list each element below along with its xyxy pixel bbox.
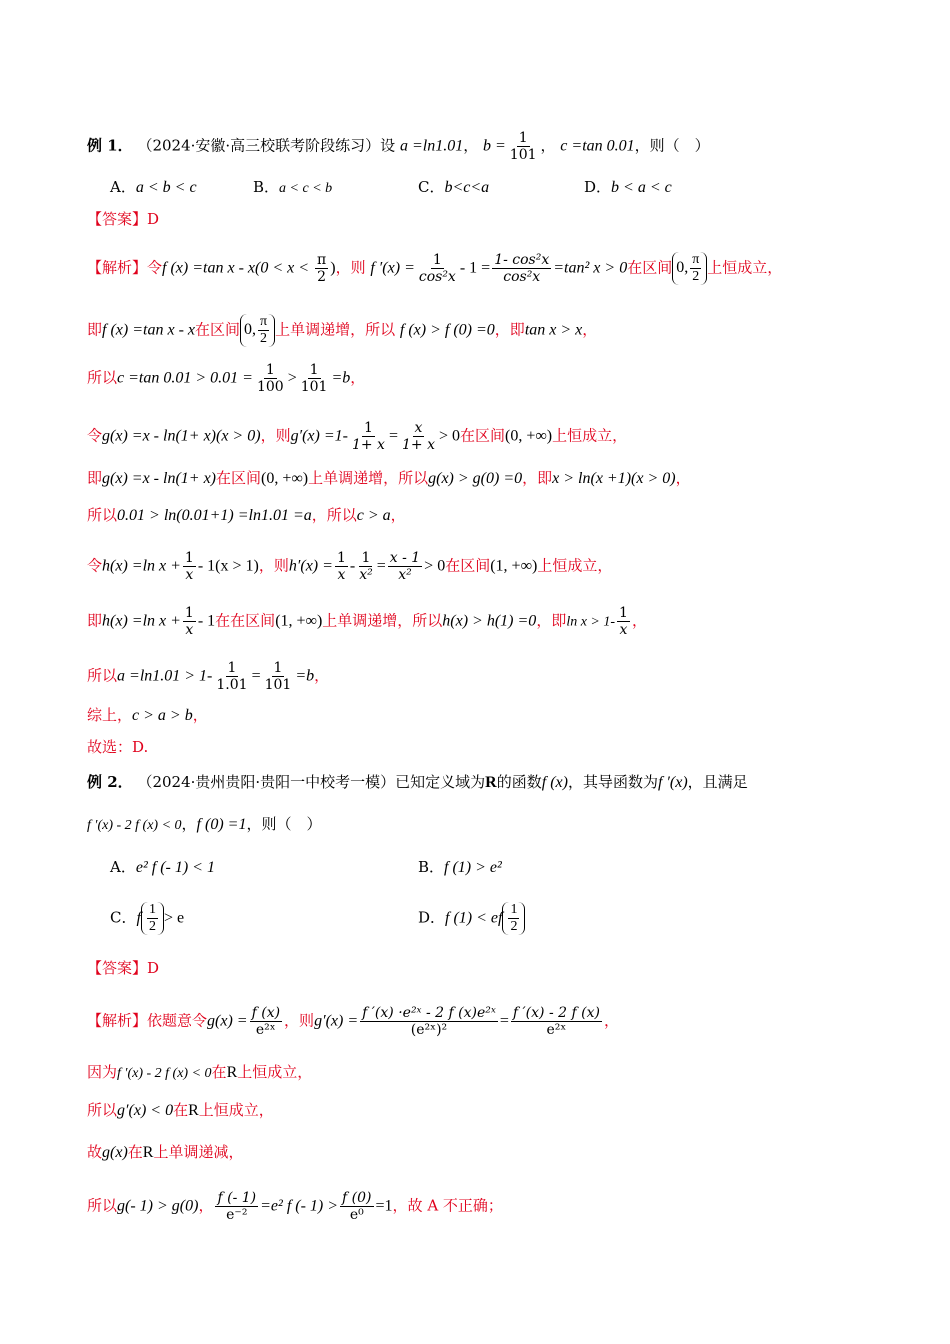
example-1-answer: 【答案】D xyxy=(87,210,160,228)
option-2c: C．f $\frac{1}{2}$ > e xyxy=(110,902,185,934)
option-1b: B．a < c < b xyxy=(253,178,333,196)
analysis-line-11: 故选：D. xyxy=(87,738,149,756)
example-1-then: ，则（ ） xyxy=(634,136,710,155)
option-2b: B．f (1) > e² xyxy=(418,858,502,876)
option-1c: C．b<c<a xyxy=(418,178,490,196)
option-2d: D．f (1) < ef $\frac{1}{2}$ xyxy=(418,902,525,935)
analysis-line-9: 所以a =ln1.01 > 1- $\frac{1}{1.01}$ = $\frac{1}{101}$ =b， xyxy=(87,660,330,693)
analysis-line-7: 令h(x) =ln x + $\frac{1}{x}$ - 1(x > 1)，则h′(x) = $\frac{1}{x}$ - $\frac{1}{\text{x²}}$ = $\frac{x - 1}{\text{x²}}$ > 0在区间(1, +∞)上恒成立， xyxy=(87,550,613,583)
option-2a: A．e² f (- 1) < 1 xyxy=(110,858,215,876)
example-2-answer: 【答案】D xyxy=(87,959,160,977)
example-2-condition: f ′(x) - 2 f (x) < 0，f (0) =1，则（ ） xyxy=(87,815,322,833)
c-definition: c =tan 0.01 xyxy=(560,137,635,155)
analysis-line-1: 【解析】令f (x) =tan x - x(0 < x < $\frac{\pi}{2}$ )，则 f ′(x) = $\frac{1}{\text{cos²x}}$ - 1 = $\frac{\text{1- cos²x}}{\text{cos²x}}$ =tan² x > 0在区间 0, $\frac{\pi}{2}$ 上恒成立， xyxy=(87,252,783,285)
analysis-line-6: 所以0.01 > ln(0.01+1) =ln1.01 =a，所以c > a， xyxy=(87,506,406,524)
example-1-source: （2024·安徽·高三校联考阶段练习）设 xyxy=(137,136,396,155)
example-2-source: （2024·贵州贵阳·贵阳一中校考一模）已知定义域为 xyxy=(137,773,486,791)
ex2-analysis-line-5: 所以g(- 1) > g(0)， $\frac{f (- 1)}{\text{e⁻²}}$ =e² f (- 1) > $\frac{f (0)}{\text{e⁰}}$ =1，故 A 不正确； xyxy=(87,1190,503,1223)
example-1-label: 例 1． xyxy=(87,136,133,155)
analysis-line-2: 即f (x) =tan x - x在区间 0, $\frac{\pi}{2}$ 上单调递增，所以 f (x) > f (0) =0，即tan x > x， xyxy=(87,314,598,346)
b-fraction: $\frac{1}{101}$ xyxy=(509,130,537,163)
analysis-line-8: 即h(x) =ln x + $\frac{1}{x}$ - 1在在区间(1, +∞)上单调递增，所以h(x) > h(1) =0，即ln x > 1- $\frac{1}{x}$ ， xyxy=(87,605,647,638)
analysis-line-4: 令g(x) =x - ln(1+ x)(x > 0)，则g′(x) =1- $\frac{1}{1+ x}$ = $\frac{x}{1+ x}$ > 0在区间(0, +∞)上恒成立， xyxy=(87,420,628,453)
b-lhs: b = xyxy=(482,137,506,155)
example-2-label: 例 2． xyxy=(87,773,133,791)
example-1-stem: 例 1． （2024·安徽·高三校联考阶段练习）设 a =ln1.01， b = $\frac{1}{101}$ ， c =tan 0.01，则（ ） xyxy=(87,130,710,163)
analysis-line-3: 所以c =tan 0.01 > 0.01 = $\frac{1}{100}$ > $\frac{1}{101}$ =b， xyxy=(87,362,366,395)
ex2-analysis-line-3: 所以g′(x) < 0在R上恒成立， xyxy=(87,1101,274,1119)
ex2-analysis-line-4: 故g(x)在R上单调递减， xyxy=(87,1143,244,1161)
example-2-stem: 例 2． （2024·贵州贵阳·贵阳一中校考一模）已知定义域为R的函数f (x)，其导函数为f ′(x)，且满足 xyxy=(87,773,748,791)
ex2-analysis-line-1: 【解析】依题意令g(x) = $\frac{f (x)}{\text{e²ˣ}}$ ，则g′(x) = $\frac{\text{f ′(x) ·e²ˣ - 2 f (x)e²ˣ}}{\text{(e²ˣ)²}}$ = $\frac{f '(x) - 2 f (x)}{\text{e²ˣ}}$ ， xyxy=(87,1005,619,1038)
option-1a: A．a < b < c xyxy=(110,178,197,196)
ex2-analysis-line-2: 因为f ′(x) - 2 f (x) < 0在R上恒成立， xyxy=(87,1063,313,1081)
a-definition: a =ln1.01 xyxy=(399,137,464,155)
analysis-line-10: 综上，c > a > b， xyxy=(87,706,208,724)
analysis-line-5: 即g(x) =x - ln(1+ x)在区间(0, +∞)上单调递增，所以g(x) > g(0) =0，即x > ln(x +1)(x > 0)， xyxy=(87,469,691,487)
option-1d: D．b < a < c xyxy=(584,178,672,196)
